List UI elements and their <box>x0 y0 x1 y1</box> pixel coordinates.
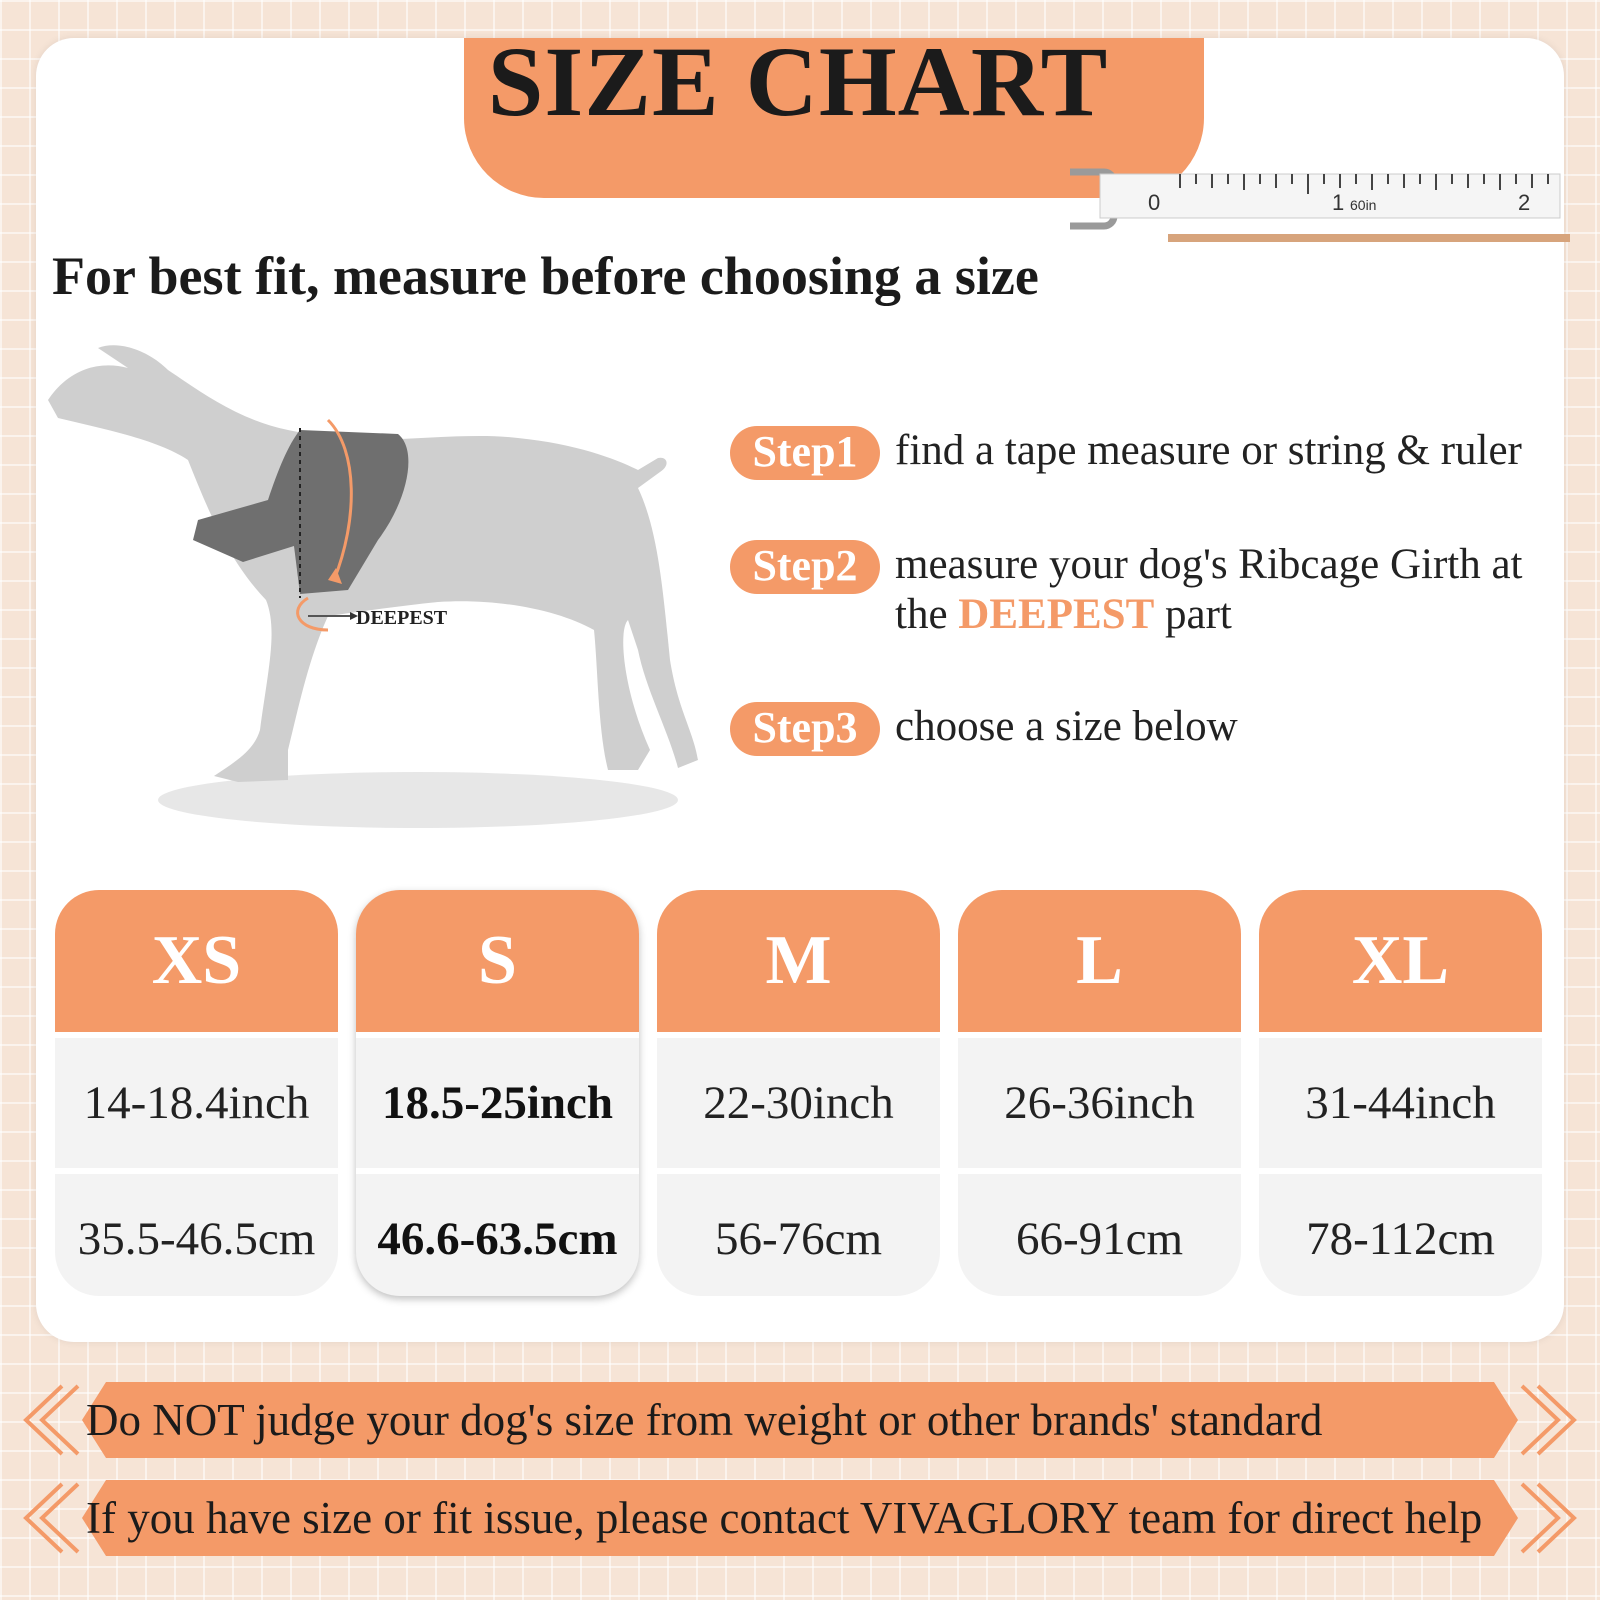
step-badge: Step2 <box>730 540 880 594</box>
size-cm: 46.6-63.5cm <box>377 1213 618 1265</box>
size-label: S <box>356 890 639 1038</box>
page-title: SIZE CHART <box>487 26 1109 137</box>
step-text-part: measure your dog's Ribcage Girth at the <box>895 541 1523 638</box>
size-column-m <box>657 890 940 1296</box>
tape-mark: 1 <box>1332 190 1345 215</box>
step-1 <box>730 426 1555 480</box>
deepest-highlight: DEEPEST <box>958 591 1155 638</box>
tape-measure-icon <box>1070 168 1570 248</box>
note-banner-2 <box>18 1480 1582 1560</box>
size-inch: 26-36inch <box>958 1038 1241 1174</box>
step-text <box>895 540 1555 640</box>
size-label: XL <box>1259 890 1542 1038</box>
step-3 <box>730 702 1555 756</box>
tape-mark: 0 <box>1148 190 1161 215</box>
size-column-xs <box>55 890 338 1296</box>
chevron-left-icon <box>18 1382 88 1458</box>
size-cm: 56-76cm <box>714 1213 883 1265</box>
step-text: find a tape measure or string & ruler <box>895 427 1522 474</box>
subtitle: For best fit, measure before choosing a size <box>52 246 1039 306</box>
note-text: Do NOT judge your dog's size from weight or other brands' standard <box>86 1395 1323 1445</box>
size-column-l <box>958 890 1241 1296</box>
step-2 <box>730 540 1555 640</box>
note-banner-1 <box>18 1382 1582 1462</box>
dog-illustration <box>38 330 738 850</box>
tape-mark: 60in <box>1350 197 1377 213</box>
step-badge: Step3 <box>730 702 880 756</box>
size-label: L <box>958 890 1241 1038</box>
step-text: choose a size below <box>895 703 1238 750</box>
size-cm: 78-112cm <box>1306 1213 1495 1265</box>
size-inch: 31-44inch <box>1259 1038 1542 1174</box>
step-badge: Step1 <box>730 426 880 480</box>
size-cm: 35.5-46.5cm <box>77 1213 316 1265</box>
size-column-s <box>356 890 639 1296</box>
size-inch: 22-30inch <box>657 1038 940 1174</box>
size-cm: 66-91cm <box>1015 1213 1184 1265</box>
step-text-part: part <box>1154 591 1232 638</box>
chevron-right-icon <box>1512 1382 1582 1458</box>
note-text: If you have size or fit issue, please contact VIVAGLORY team for direct help <box>86 1493 1483 1543</box>
chevron-right-icon <box>1512 1480 1582 1556</box>
size-label: XS <box>55 890 338 1038</box>
size-label: M <box>657 890 940 1038</box>
tape-mark: 2 <box>1518 190 1531 215</box>
size-column-xl <box>1259 890 1542 1296</box>
chevron-left-icon <box>18 1480 88 1556</box>
deepest-label: DEEPEST <box>356 607 448 629</box>
size-inch: 18.5-25inch <box>356 1038 639 1174</box>
size-inch: 14-18.4inch <box>55 1038 338 1174</box>
